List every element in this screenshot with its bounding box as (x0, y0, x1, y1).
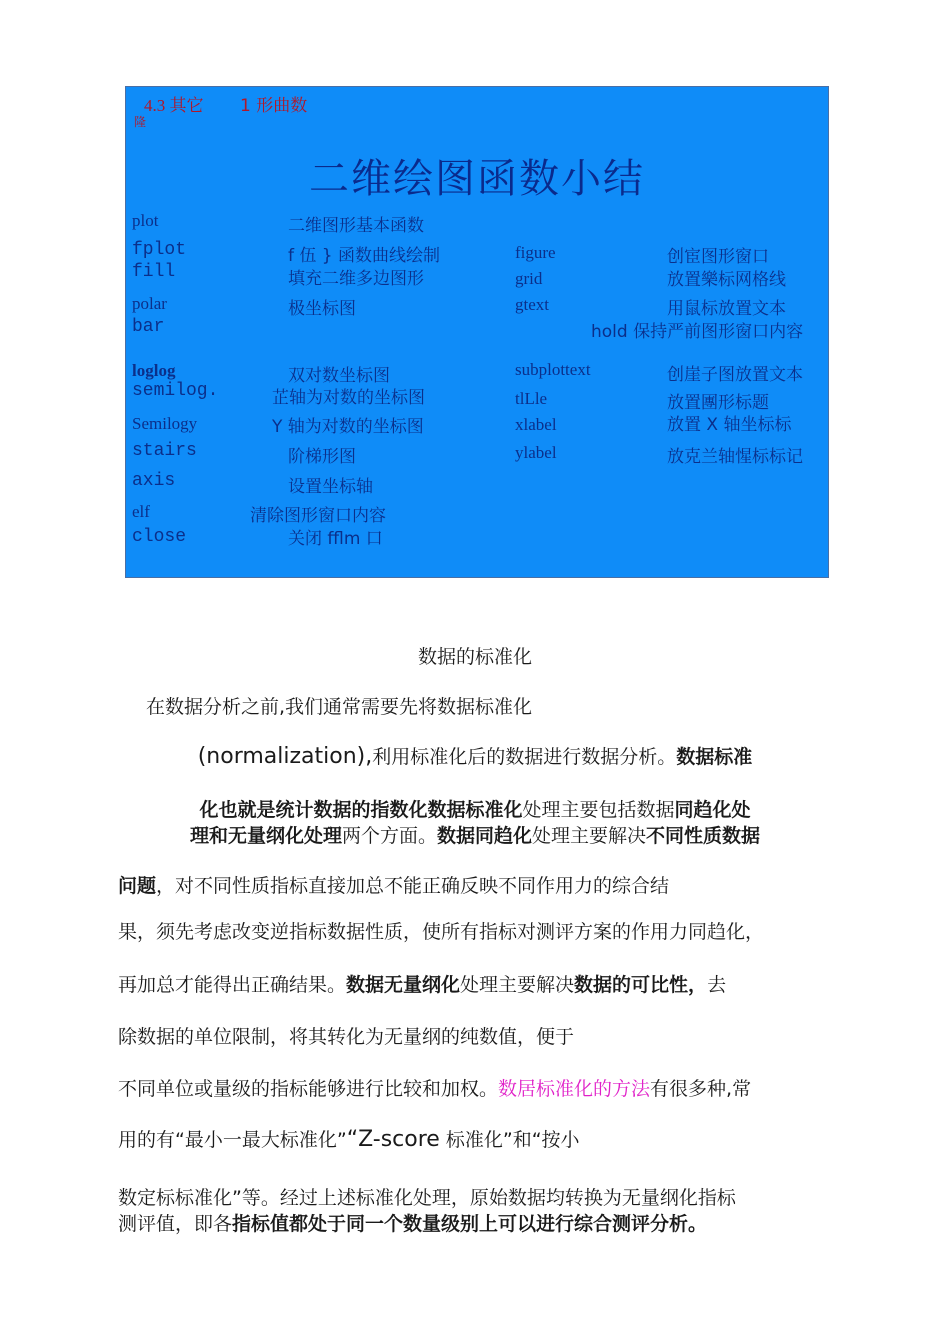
line3-bold-a: 化也就是统计数据的指数化数据标准化 (199, 799, 523, 821)
cmd-grid: grid (515, 269, 543, 288)
normalization-term: (normalization), (197, 744, 373, 769)
desc-axis: 设置坐标轴 (288, 477, 373, 497)
desc-title: 放置團形标题 (667, 393, 769, 413)
desc-stairs: 阶梯形图 (288, 447, 356, 467)
paragraph-line-10 (118, 1127, 950, 1153)
line7-text-b: 处理主要解决 (460, 974, 575, 996)
paragraph-line-2 (0, 744, 950, 770)
paragraph-line-11: 数定标标准化”等。经过上述标准化处理，原始数据均转换为无量纲化指标 (118, 1187, 736, 1209)
desc-plot: 二维图形基本函数 (288, 216, 424, 236)
line9-highlight: 数居标准化的方法 (498, 1078, 651, 1100)
paragraph-line-9 (118, 1076, 950, 1102)
cmd-fplot: fplot (132, 240, 187, 260)
cmd-fill: fill (132, 262, 176, 282)
line10-text-b: 标准化”和“按小 (439, 1129, 580, 1151)
slide-panel (125, 86, 829, 578)
line3-text: 处理主要包括数据 (522, 799, 675, 821)
paragraph-line-12 (118, 1211, 950, 1237)
cmd-subplot-text: subplottext (515, 360, 591, 379)
line4-bold-b: 数据同趋化 (436, 825, 532, 847)
line7-text-c: 去 (707, 974, 727, 996)
line9-text-b: 有很多种,常 (650, 1078, 752, 1100)
cmd-plot: plot (132, 211, 159, 230)
line12-text: 测评值，即各 (118, 1213, 233, 1235)
desc-subplot-text: 创崖子图放置文本 (667, 365, 803, 385)
line5-text: ，对不同性质指标直接加总不能正确反映不同作用力的综合结 (156, 875, 670, 897)
cmd-stairs: stairs (132, 441, 197, 461)
line4-bold-c: 不同性质数据 (646, 825, 761, 847)
line2-bold: 数据标准 (676, 746, 753, 768)
cmd-title: tlLle (515, 389, 548, 408)
line4-bold-a: 理和无量纲化处理 (189, 825, 342, 847)
cmd-gtext: gtext (515, 295, 549, 314)
slide-title: 二维绘图函数小结 (309, 156, 645, 202)
line3-bold-b: 同趋化处 (674, 799, 751, 821)
paragraph-line-5 (118, 873, 950, 899)
line4-text-a: 两个方面。 (341, 825, 437, 847)
paragraph-line-4 (0, 823, 950, 849)
desc-clf: 清除图形窗口内容 (250, 506, 386, 526)
desc-figure: 创宦图形窗口 (667, 247, 769, 267)
desc-hold: hold 保持严前图形窗口内容 (591, 322, 804, 342)
cmd-ylabel: ylabel (515, 443, 557, 462)
desc-polar: 极坐标图 (288, 299, 356, 319)
cmd-xlabel: xlabel (515, 415, 557, 434)
paragraph-line-6: 果，须先考虑改变逆指标数据性质，使所有指标对测评方案的作用力同趋化， (118, 921, 765, 943)
slide-header-sub: 隆 (134, 115, 147, 129)
cmd-semilogx: semilog. (132, 381, 219, 401)
desc-close: 关闭 fflm 口 (288, 529, 383, 549)
line7-text-a: 再加总才能得出正确结果。 (118, 974, 347, 996)
paragraph-line-3 (0, 797, 950, 823)
desc-loglog: 双对数坐标图 (288, 366, 390, 386)
desc-fill: 填充二维多边图形 (288, 269, 424, 289)
line5-bold: 问题 (118, 875, 157, 897)
slide-header-left: 4.3 其它 (144, 96, 204, 115)
desc-fplot: f 伍 } 函数曲线绘制 (288, 246, 441, 266)
cmd-clf: elf (132, 502, 150, 521)
cmd-polar: polar (132, 294, 167, 313)
zscore-term: “Z-score (346, 1127, 440, 1152)
cmd-figure: figure (515, 243, 556, 262)
line4-text-b: 处理主要解决 (532, 825, 647, 847)
line2-text: 利用标准化后的数据进行数据分析。 (372, 746, 677, 768)
desc-gtext: 用鼠标放置文本 (667, 299, 786, 319)
cmd-semilogy: Semilogy (132, 414, 198, 433)
paragraph-line-1: 在数据分析之前,我们通常需要先将数据标准化 (146, 696, 533, 718)
cmd-loglog: loglog (132, 361, 176, 380)
cmd-axis: axis (132, 471, 176, 491)
cmd-bar: bar (132, 317, 165, 337)
line7-bold-b: 数据的可比性， (574, 974, 708, 996)
desc-ylabel: 放克兰轴惺标标记 (667, 447, 803, 467)
paragraph-line-7 (118, 972, 950, 998)
desc-semilogx: 芷轴为对数的坐标图 (272, 388, 425, 408)
desc-semilogy: Y 轴为对数的坐标图 (272, 417, 424, 437)
line10-text-a: 用的有“最小一最大标准化” (118, 1129, 347, 1151)
line9-text-a: 不同单位或量级的指标能够进行比较和加权。 (118, 1078, 499, 1100)
desc-grid: 放置樂标网格线 (667, 270, 786, 290)
section-heading: 数据的标准化 (417, 646, 532, 668)
slide-header-right: 1 形曲数 (240, 96, 308, 116)
line12-bold: 指标值都处于同一个数量级别上可以进行综合测评分析。 (232, 1213, 708, 1235)
line7-bold-a: 数据无量纲化 (346, 974, 461, 996)
desc-xlabel: 放置 X 轴坐标标 (667, 415, 792, 435)
cmd-close: close (132, 527, 187, 547)
paragraph-line-8: 除数据的单位限制，将其转化为无量纲的纯数值，便于 (118, 1026, 575, 1048)
